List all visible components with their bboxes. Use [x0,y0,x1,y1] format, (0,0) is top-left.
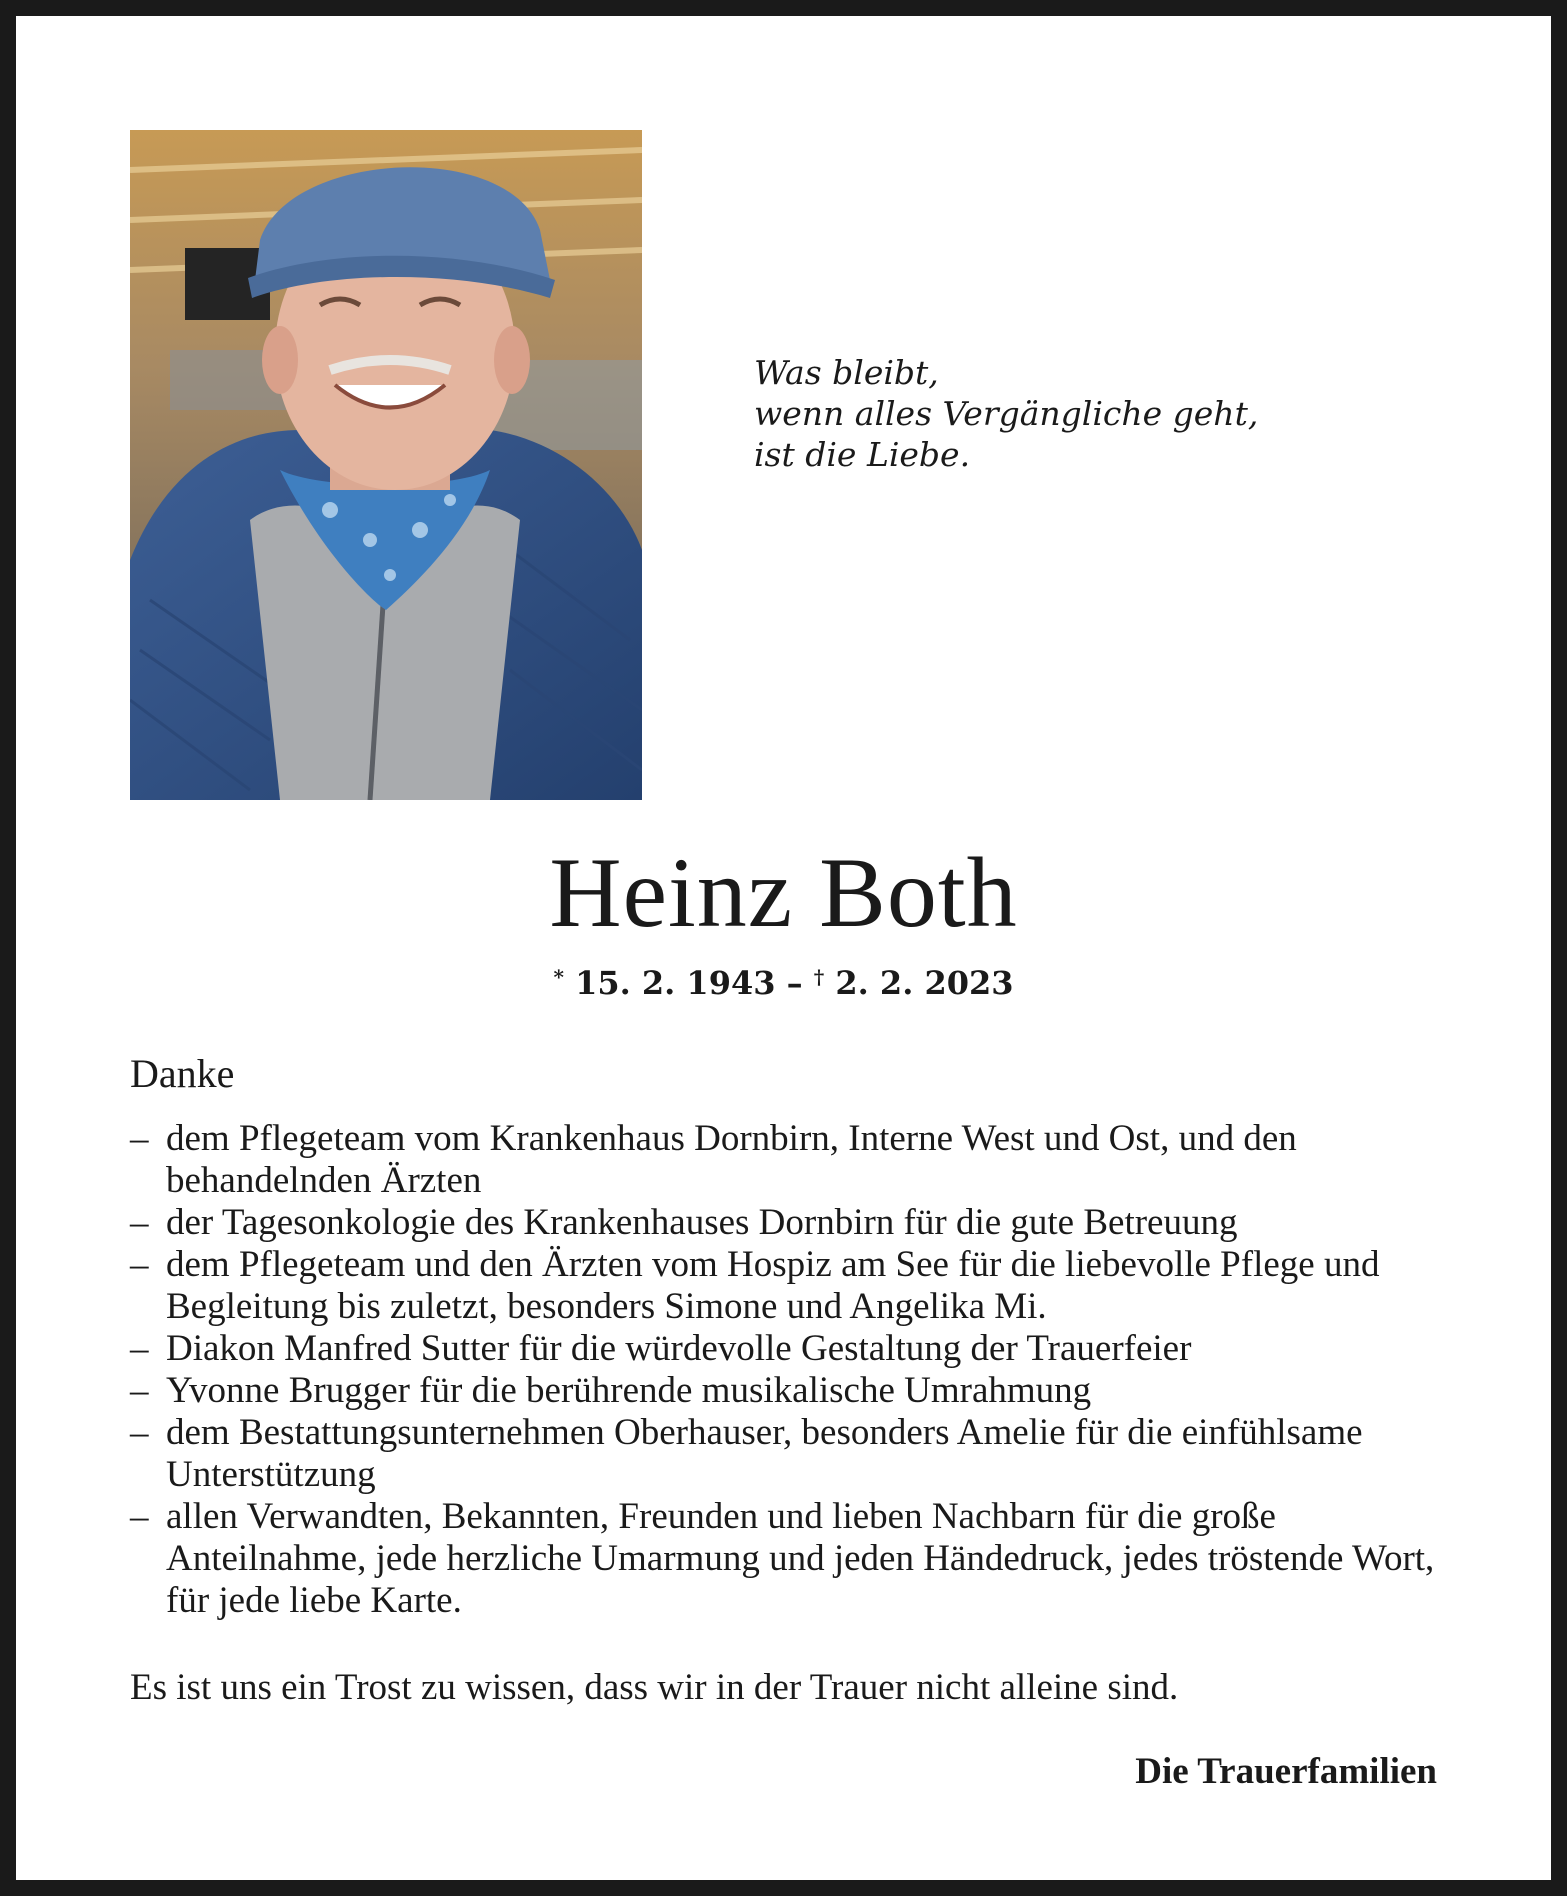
list-dash: – [130,1496,149,1537]
list-item [130,1118,1436,1202]
list-item-text: Yvonne Brugger für die berührende musikalische Umrahmung [166,1370,1092,1411]
date-separator: – [786,964,803,1002]
portrait-illustration [130,130,642,800]
list-dash: – [130,1370,149,1411]
list-dash: – [130,1412,149,1453]
list-item [130,1202,1436,1244]
birth-date: 15. 2. 1943 [575,964,776,1002]
list-item-text: dem Bestattungsunternehmen Oberhauser, besonders Amelie für die einfühlsame Unterstützung [166,1412,1363,1495]
list-dash: – [130,1118,149,1159]
list-dash: – [130,1244,149,1285]
birth-symbol: * [553,965,564,989]
list-dash: – [130,1202,149,1243]
list-item [130,1370,1436,1412]
list-item [130,1496,1436,1622]
deceased-name: Heinz Both [549,837,1018,948]
list-item-text: dem Pflegeteam und den Ärzten vom Hospiz am See für die liebevolle Pflege und Begleitung bis zuletzt, besonders Simone und Angelika Mi. [166,1244,1380,1327]
list-item-text: allen Verwandten, Bekannten, Freunden und lieben Nachbarn für die große Anteilnahme, jede herzliche Umarmung und jeden Händedruck, jedes tröstende Wort, für jede liebe Karte. [166,1496,1435,1621]
list-item [130,1328,1436,1370]
closing-sentence: Es ist uns ein Trost zu wissen, dass wir in der Trauer nicht alleine sind. [130,1667,1179,1708]
thanks-heading: Danke [130,1051,235,1096]
quote-line-1: Was bleibt, [754,353,939,392]
quote-line-2: wenn alles Vergängliche geht, [754,394,1259,433]
portrait-photo [130,130,642,800]
list-item-text: der Tagesonkologie des Krankenhauses Dornbirn für die gute Betreuung [166,1202,1238,1243]
thanks-list [130,1118,1436,1622]
list-item-text: Diakon Manfred Sutter für die würdevolle Gestaltung der Trauerfeier [166,1328,1192,1369]
list-item [130,1244,1436,1328]
memorial-quote [754,352,1258,475]
list-item [130,1412,1436,1496]
death-symbol: † [813,965,825,989]
list-item-text: dem Pflegeteam vom Krankenhaus Dornbirn, Interne West und Ost, und den behandelnden Ärzten [166,1118,1297,1201]
list-dash: – [130,1328,149,1369]
death-date: 2. 2. 2023 [835,964,1014,1002]
signature: Die Trauerfamilien [1135,1751,1437,1792]
life-dates [0,955,1567,1005]
quote-line-3: ist die Liebe. [754,435,971,474]
